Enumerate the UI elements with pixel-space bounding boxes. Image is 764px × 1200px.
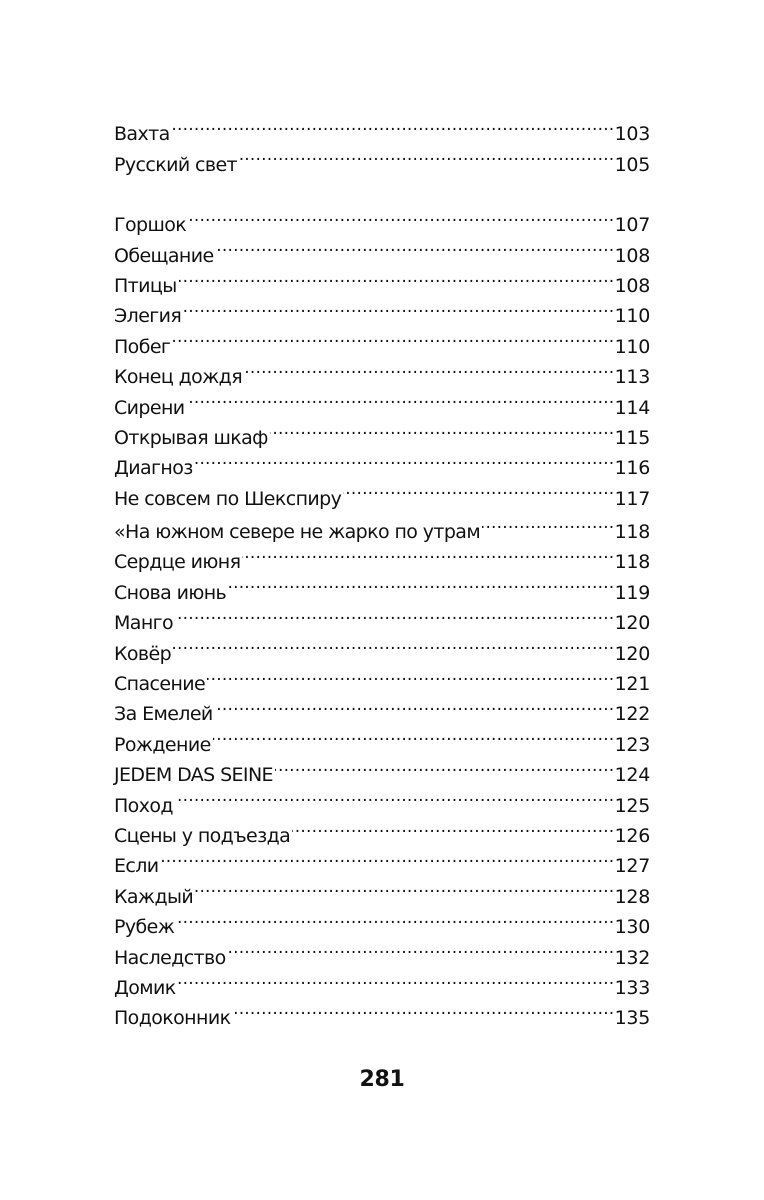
toc-entry <box>114 933 650 969</box>
toc-entry <box>114 353 650 389</box>
toc-entry-page: 125 <box>614 794 650 817</box>
toc-entry-page: 110 <box>614 335 650 358</box>
toc-entry-page: 133 <box>614 976 650 999</box>
dot-leader <box>228 568 612 598</box>
toc-entry-title: Рубеж <box>114 916 175 939</box>
toc-entry-title: Домик <box>114 976 176 999</box>
toc-entry <box>114 629 650 665</box>
toc-entry-title: Ковёр <box>114 642 172 665</box>
toc-entry-title: Не совсем по Шекспиру <box>114 487 342 510</box>
toc-entry <box>114 322 650 358</box>
toc-entry-page: 119 <box>614 581 650 604</box>
toc-entry-page: 108 <box>614 274 650 297</box>
toc-entry-page: 118 <box>614 551 650 574</box>
toc-entry <box>114 231 650 267</box>
toc-entry-title: Побег <box>114 335 171 358</box>
dot-leader <box>239 140 613 170</box>
toc-entry-page: 135 <box>614 1007 650 1030</box>
toc-entry-page: 127 <box>614 855 650 878</box>
dot-leader <box>242 538 612 568</box>
toc-entry-title: Сирени <box>114 396 185 419</box>
dot-leader <box>173 629 613 659</box>
toc-entry-page: 108 <box>614 244 650 267</box>
toc-entry-page: 120 <box>614 642 650 665</box>
toc-entry-page: 120 <box>614 612 650 635</box>
dot-leader <box>482 508 613 538</box>
toc-entry-title: Диагноз <box>114 457 193 480</box>
toc-entry-title: Сердце июня <box>114 551 241 574</box>
toc-entry-page: 126 <box>614 824 650 847</box>
toc-entry-title: «На южном севере не жарко по утрам <box>114 521 481 544</box>
toc-entry-title: Обещание <box>114 244 214 267</box>
toc-entry-title: Наследство <box>114 946 226 969</box>
toc-entry-title: Сцены у подъезда <box>114 824 291 847</box>
dot-leader <box>213 720 613 750</box>
dot-leader <box>232 994 612 1024</box>
dot-leader <box>195 872 612 902</box>
toc-entry-title: Поход <box>114 794 173 817</box>
dot-leader <box>244 353 613 383</box>
toc-entry-page: 118 <box>614 521 650 544</box>
toc-entry <box>114 872 650 908</box>
dot-leader <box>275 751 613 781</box>
dot-leader <box>343 474 612 504</box>
table-of-contents <box>114 110 650 1030</box>
toc-entry-page: 130 <box>614 916 650 939</box>
toc-entry-page: 122 <box>614 703 650 726</box>
toc-entry <box>114 414 650 449</box>
toc-entry <box>114 262 650 297</box>
dot-leader <box>187 383 613 413</box>
toc-entry-page: 116 <box>614 457 650 480</box>
toc-entry-page: 105 <box>614 153 650 176</box>
toc-entry-page: 124 <box>614 764 650 787</box>
toc-entry <box>114 812 650 847</box>
toc-entry-title: Снова июнь <box>114 581 227 604</box>
toc-entry-title: Спасение <box>114 673 206 696</box>
toc-entry-page: 128 <box>614 885 650 908</box>
toc-entry-page: 114 <box>614 396 650 419</box>
dot-leader <box>188 201 612 231</box>
toc-entry-title: Каждый <box>114 885 194 908</box>
toc-entry-page: 110 <box>614 305 650 328</box>
toc-entry <box>114 994 650 1030</box>
toc-entry-page: 132 <box>614 946 650 969</box>
toc-entry <box>114 110 650 146</box>
toc-entry-title: Элегия <box>114 305 182 328</box>
toc-entry-title: Русский свет <box>114 153 238 176</box>
toc-entry <box>114 444 650 480</box>
dot-leader <box>179 262 613 292</box>
dot-leader <box>176 903 612 933</box>
dot-leader <box>161 842 613 872</box>
dot-leader <box>183 292 612 322</box>
toc-entry <box>114 842 650 878</box>
toc-entry <box>114 660 650 696</box>
toc-entry-title: За Емелей <box>114 703 213 726</box>
dot-leader <box>172 110 613 140</box>
dot-leader <box>215 690 613 720</box>
toc-entry-page: 117 <box>614 487 650 510</box>
toc-entry-page: 113 <box>614 366 650 389</box>
toc-entry-title: Конец дождя <box>114 366 243 389</box>
toc-entry-title: Рождение <box>114 733 211 756</box>
toc-entry-title: Птицы <box>114 274 177 297</box>
toc-entry <box>114 140 650 176</box>
toc-entry-title: Если <box>114 855 159 878</box>
toc-entry <box>114 292 650 328</box>
toc-entry <box>114 781 650 817</box>
toc-entry-page: 115 <box>614 426 650 449</box>
dot-leader <box>292 812 612 842</box>
dot-leader <box>270 414 613 444</box>
toc-entry <box>114 383 650 419</box>
dot-leader <box>172 322 612 352</box>
dot-leader <box>175 781 613 811</box>
toc-group <box>114 110 650 176</box>
toc-entry-page: 123 <box>614 733 650 756</box>
dot-leader <box>195 444 613 474</box>
toc-entry <box>114 903 650 939</box>
dot-leader <box>178 964 613 994</box>
toc-entry-page: 121 <box>614 673 650 696</box>
toc-entry-title: Вахта <box>114 123 170 146</box>
dot-leader <box>216 231 613 261</box>
toc-entry <box>114 599 650 635</box>
toc-entry-title: Горшок <box>114 214 187 237</box>
toc-entry-title: Манго <box>114 612 174 635</box>
toc-entry-page: 107 <box>614 214 650 237</box>
toc-entry-title: Открывая шкаф <box>114 426 268 449</box>
toc-group <box>114 201 650 1030</box>
toc-entry <box>114 964 650 999</box>
toc-entry <box>114 474 650 510</box>
dot-leader <box>207 660 612 690</box>
dot-leader <box>228 933 613 963</box>
toc-entry-title: JEDEM DAS SEINE <box>114 764 273 787</box>
dot-leader <box>175 599 613 629</box>
toc-entry <box>114 201 650 237</box>
page-number: 281 <box>359 1067 405 1092</box>
toc-entry-title: Подоконник <box>114 1007 231 1030</box>
toc-entry-page: 103 <box>614 123 650 146</box>
